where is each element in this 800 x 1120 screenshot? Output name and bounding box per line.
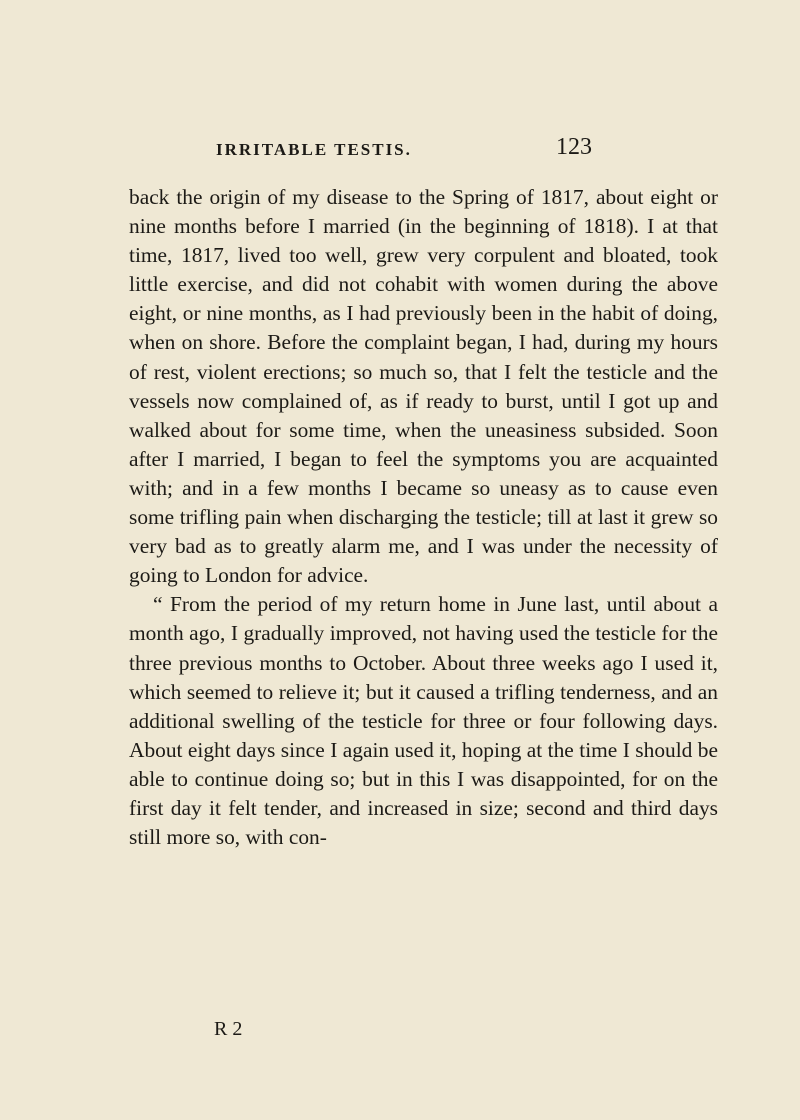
running-head	[0, 134, 800, 164]
page-number: 123	[556, 134, 592, 160]
body-text	[129, 183, 718, 852]
paragraph-1: back the origin of my disease to the Spring of 1817, about eight or nine months before I married (in the beginning of 1818). I at that time, 1817, lived too well, grew very corpulent and bloated, took little exercise, and did not cohabit with women during the above eight, or nine months, as I had previously been in the habit of doing, when on shore. Before the complaint began, I had, during my hours of rest, violent erections; so much so, that I felt the testicle and the vessels now complained of, as if ready to burst, until I got up and walked about for some time, when the uneasiness subsided. Soon after I married, I began to feel the symptoms you are acquainted with; and in a few months I became so uneasy as to cause even some trifling pain when discharging the testicle; till at last it grew so very bad as to greatly alarm me, and I was under the necessity of going to London for advice.	[129, 185, 718, 588]
running-title: IRRITABLE TESTIS.	[216, 140, 412, 159]
signature-mark: R 2	[214, 1018, 243, 1040]
paragraph-2: “ From the period of my return home in June last, until about a month ago, I gradually improved, not having used the testicle for the three previous months to October. About three weeks ago I used it, which seemed to relieve it; but it caused a trifling tenderness, and an additional swelling of the testicle for three or four following days. About eight days since I again used it, hoping at the time I should be able to continue doing so; but in this I was disappointed, for on the first day it felt tender, and increased in size; second and third days still more so, with con-	[129, 592, 718, 850]
